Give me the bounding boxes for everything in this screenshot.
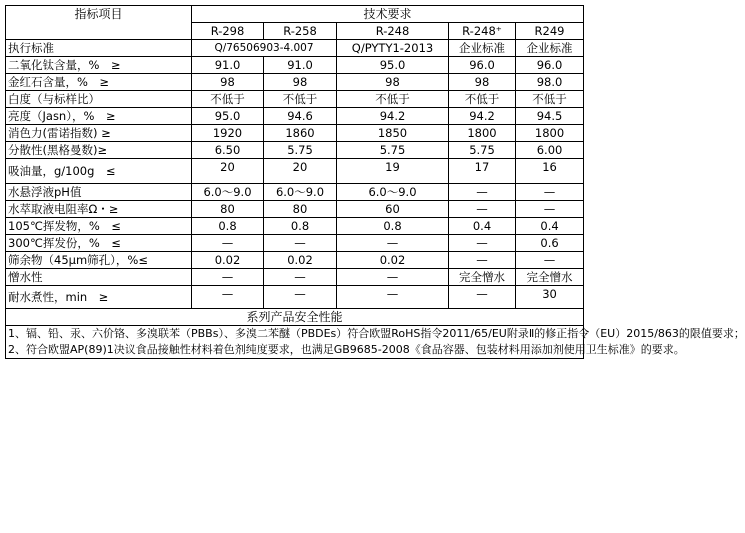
row-label: 憎水性 — [6, 269, 192, 286]
table-cell: 0.02 — [192, 252, 264, 269]
table-cell: 19 — [337, 159, 449, 184]
table-cell: 98 — [449, 74, 516, 91]
table-cell: 20 — [192, 159, 264, 184]
table-row — [6, 74, 584, 91]
table-cell: 不低于 — [449, 91, 516, 108]
table-cell: — — [192, 286, 264, 309]
table-cell: Q/PYTY1-2013 — [337, 40, 449, 57]
row-label: 金红石含量，% ≥ — [6, 74, 192, 91]
table-cell: 91.0 — [264, 57, 337, 74]
table-cell: 16 — [516, 159, 584, 184]
table-cell: 企业标准 — [516, 40, 584, 57]
table-row — [6, 40, 584, 57]
row-label: 水悬浮液pH值 — [6, 184, 192, 201]
row-label: 亮度（Jasn），% ≥ — [6, 108, 192, 125]
safety-notes — [6, 326, 745, 359]
table-cell: 17 — [449, 159, 516, 184]
model-r298: R-298 — [192, 23, 264, 40]
table-cell: 98.0 — [516, 74, 584, 91]
table-row — [6, 218, 584, 235]
table-row — [6, 108, 584, 125]
table-cell: — — [449, 235, 516, 252]
row-label: 105℃挥发物，% ≤ — [6, 218, 192, 235]
table-cell: 30 — [516, 286, 584, 309]
table-cell: 1860 — [264, 125, 337, 142]
table-cell: 5.75 — [337, 142, 449, 159]
table-cell: 96.0 — [516, 57, 584, 74]
table-cell: — — [337, 235, 449, 252]
table-cell: 0.6 — [516, 235, 584, 252]
table-row — [6, 125, 584, 142]
model-r249: R249 — [516, 23, 584, 40]
row-label: 分散性(黑格曼数)≥ — [6, 142, 192, 159]
table-cell: 1920 — [192, 125, 264, 142]
row-label: 水萃取液电阻率Ω・≥ — [6, 201, 192, 218]
table-cell: 5.75 — [264, 142, 337, 159]
table-cell: 98 — [337, 74, 449, 91]
spec-table — [5, 5, 745, 359]
table-row — [6, 286, 584, 309]
table-cell: — — [449, 252, 516, 269]
table-cell: 95.0 — [337, 57, 449, 74]
table-cell: 完全憎水 — [516, 269, 584, 286]
model-r248: R-248 — [337, 23, 449, 40]
row-label: 耐水煮性，min ≥ — [6, 286, 192, 309]
indicator-header: 指标项目 — [6, 6, 192, 40]
table-cell: 不低于 — [337, 91, 449, 108]
row-label: 消色力(雷诺指数) ≥ — [6, 125, 192, 142]
table-cell: — — [192, 235, 264, 252]
table-cell: — — [449, 201, 516, 218]
safety-title-row — [6, 309, 584, 326]
table-cell: 94.5 — [516, 108, 584, 125]
safety-note-2: 2、符合欧盟AP(89)1决议食品接触性材料着色剂纯度要求，也满足GB9685-2008《食品容器、包装材料用添加剂使用卫生标准》的要求。 — [8, 343, 685, 356]
row-label: 筛余物（45μm筛孔），%≤ — [6, 252, 192, 269]
table-row — [6, 159, 584, 184]
table-cell: 95.0 — [192, 108, 264, 125]
table-cell: — — [264, 269, 337, 286]
table-cell: 0.4 — [449, 218, 516, 235]
header-row — [6, 6, 584, 23]
table-cell: 6.50 — [192, 142, 264, 159]
table-cell: — — [192, 269, 264, 286]
table-cell: 6.00 — [516, 142, 584, 159]
table-cell: 94.6 — [264, 108, 337, 125]
table-row — [6, 91, 584, 108]
table-cell: — — [516, 201, 584, 218]
row-label: 吸油量，g/100g ≤ — [6, 159, 192, 184]
table-cell: 0.8 — [264, 218, 337, 235]
row-label: 二氧化钛含量，% ≥ — [6, 57, 192, 74]
table-cell: — — [449, 184, 516, 201]
table-cell: 91.0 — [192, 57, 264, 74]
table-cell: 5.75 — [449, 142, 516, 159]
table-cell: — — [337, 269, 449, 286]
table-cell: 完全憎水 — [449, 269, 516, 286]
table-cell: Q/76506903-4.007 — [192, 40, 337, 57]
row-label: 执行标准 — [6, 40, 192, 57]
table-cell: 96.0 — [449, 57, 516, 74]
table-cell: — — [337, 286, 449, 309]
table-row — [6, 142, 584, 159]
requirements-header: 技术要求 — [192, 6, 584, 23]
table-cell: — — [449, 286, 516, 309]
table-cell: 94.2 — [449, 108, 516, 125]
safety-notes-row — [6, 326, 584, 359]
table-cell: 不低于 — [516, 91, 584, 108]
table-cell: 不低于 — [264, 91, 337, 108]
model-r248plus: R-248⁺ — [449, 23, 516, 40]
table-cell: 不低于 — [192, 91, 264, 108]
table-row — [6, 252, 584, 269]
table-cell: 0.02 — [337, 252, 449, 269]
table-cell: 98 — [264, 74, 337, 91]
safety-title: 系列产品安全性能 — [6, 309, 584, 326]
table-cell: 1850 — [337, 125, 449, 142]
table-cell: 60 — [337, 201, 449, 218]
table-cell: 企业标准 — [449, 40, 516, 57]
table-cell: 98 — [192, 74, 264, 91]
model-r258: R-258 — [264, 23, 337, 40]
table-cell: — — [264, 286, 337, 309]
table-cell: 0.02 — [264, 252, 337, 269]
table-cell: 6.0～9.0 — [337, 184, 449, 201]
table-cell: 6.0～9.0 — [192, 184, 264, 201]
table-cell: — — [264, 235, 337, 252]
table-row — [6, 57, 584, 74]
table-cell: 1800 — [449, 125, 516, 142]
row-label: 白度（与标样比） — [6, 91, 192, 108]
table-cell: 0.8 — [192, 218, 264, 235]
table-row — [6, 269, 584, 286]
table-row — [6, 201, 584, 218]
table-cell: 1800 — [516, 125, 584, 142]
table-cell: 0.4 — [516, 218, 584, 235]
table-cell: — — [516, 184, 584, 201]
table-cell: 20 — [264, 159, 337, 184]
row-label: 300℃挥发份，% ≤ — [6, 235, 192, 252]
table-cell: 80 — [192, 201, 264, 218]
table-row — [6, 184, 584, 201]
spec-sheet — [5, 5, 745, 359]
table-cell: 80 — [264, 201, 337, 218]
table-cell: 0.8 — [337, 218, 449, 235]
safety-note-1: 1、镉、铅、汞、六价铬、多溴联苯（PBBs）、多溴二苯醚（PBDEs）符合欧盟RoHS指令2011/65/EU附录Ⅱ的修正指令（EU）2015/863的限值要求； — [8, 327, 745, 340]
table-row — [6, 235, 584, 252]
table-cell: 94.2 — [337, 108, 449, 125]
table-cell: — — [516, 252, 584, 269]
table-cell: 6.0～9.0 — [264, 184, 337, 201]
